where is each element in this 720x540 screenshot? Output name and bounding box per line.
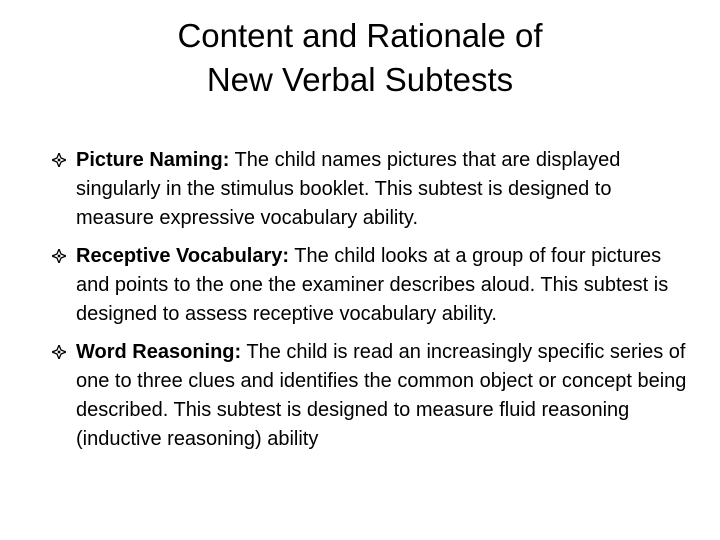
bullet-text: The child is read an increasingly specific series of one to three clues and identifies the common object or concept being described. This subtest is designed to measure fluid reasoning (inductive reasoning) ability [76,341,687,450]
diamond-bullet-icon [52,153,66,167]
slide-title [0,14,720,102]
bullet-receptive-vocabulary [52,242,692,329]
slide-title-line-1: Content and Rationale of [177,17,543,54]
bullet-term: Word Reasoning: [76,341,242,363]
bullet-list [52,146,692,463]
diamond-bullet-icon [52,345,66,359]
bullet-text: The child names pictures that are displayed singularly in the stimulus booklet. This subtest is designed to measure expressive vocabulary ability. [76,149,621,229]
bullet-word-reasoning [52,338,692,454]
diamond-bullet-icon [52,249,66,263]
bullet-term: Receptive Vocabulary: [76,245,290,267]
bullet-picture-naming [52,146,692,233]
bullet-term: Picture Naming: [76,149,230,171]
slide-title-line-2: New Verbal Subtests [206,61,514,98]
bullet-text: The child looks at a group of four pictures and points to the one the examiner describes aloud. This subtest is designed to assess receptive vocabulary ability. [76,245,669,325]
